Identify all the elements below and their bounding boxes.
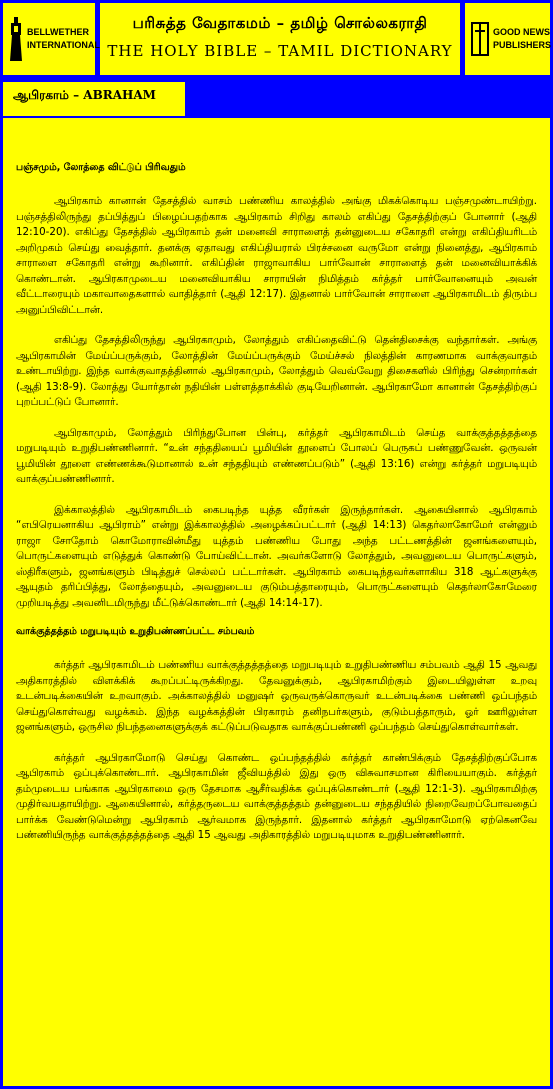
paragraph: ஆபிரகாமும், லோத்தும் பிரிந்துபோன பின்பு, கர்த்தர் ஆபிரகாமிடம் செய்த வாக்குத்தத்தத்தை மறுபடியும் உறுதிபண்ணினார். “உன் சந்ததியைப் பூமியின் தூளைப் போலப் பெருகப் பண்ணுவேன். ஒருவன் பூமியின் தூளை எண்ணக்கூடுமானால் உன் சந்ததியும் எண்ணப்படும்” (ஆதி 13:16) என்று கர்த்தர் மறுபடியும் வாக்குப்பண்ணினார்.	[16, 426, 537, 485]
paragraph: ஆபிரகாம் கானான் தேசத்தில் வாசம் பண்ணிய காலத்தில் அங்கு மிகக்கொடிய பஞ்சமுண்டாயிற்று. பஞ்சத்திலிருந்து தப்பித்துப் பிழைப்பதற்காக ஆபிரகாம் சிறிது காலம் எகிப்து தேசத்திற்குப் போனார் (ஆதி 12:10-20). எகிப்து தேசத்தில் ஆபிரகாம் தன் மனைவி சாராளைத் தன்னுடைய சகோதரி என்று எகிப்தியரிடம் அறிமுகம் செய்து வைத்தார். தனக்கு ஏதாவது எகிப்தியரால் பிரச்சனை வருமோ என்று நினைத்து, ஆபிரகாம் சாராளை சகோதரி என்று கூறினார். எகிப்தின் ராஜாவாகிய பார்வோன் சாராளைத் தன் மனைவியாக்கிக் கொண்டான். ஆபிரகாமுடைய மனைவியாகிய சாராயின் நிமித்தம் கர்த்தர் பார்வோனையும் அவன் வீட்டாரையும் மகாவாதைகளால் வாதித்தார் (ஆதி 12:17). இதனால் பார்வோன் சாராளை ஆபிரகாமிடம் திரும்ப அனுப்பிவிட்டான்.	[16, 195, 537, 316]
section-heading: பஞ்சமும், லோத்தை விட்டுப் பிரிவதும்	[16, 162, 186, 173]
paragraph: இக்காலத்தில் ஆபிரகாமிடம் கைபடிந்த யுத்த வீரர்கள் இருந்தார்கள். ஆகையினால் ஆபிரகாம் “எபிரெயனாகிய ஆபிராம்” என்று இக்காலத்தில் அழைக்கப்பட்டார் (ஆதி 14:13) கெதர்லாகோமேர் என்னும் ராஜா சோதோம் கொமோராவின்மீது யுத்தம் பண்ணிய போது அந்த பட்டணத்தின் ஜனங்களையும், பொருட்களையும் எடுத்துக் கொண்டு போய்விட்டான். அவர்களோடு லோத்தும், அவனுடைய பொருட்களும், ஸ்திரீகளும், ஜனங்களும் பிடித்துச் செல்லப் பட்டார்கள். ஆபிரகாம் கைபடிந்தவர்களாகிய 318 ஆட்களுக்கு ஆயுதம் தரிப்பித்து, லோத்தையும், அவனுடைய குடும்பத்தாரையும், பொருட்களையும் கெதர்லாகோமேரை முறியடித்து அவனிடமிருந்து மீட்டுக்கொண்டார் (ஆதி 14:14-17).	[16, 503, 537, 609]
title-tamil: பரிசுத்த வேதாகமம் – தமிழ் சொல்லகராதி	[132, 14, 428, 32]
paragraph: எகிப்து தேசத்திலிருந்து ஆபிரகாமும், லோத்தும் எகிப்தைவிட்டு தென்திசைக்கு வந்தார்கள். அங்கு ஆபிரகாமின் மேய்ப்பருக்கும், லோத்தின் மேய்ப்பருக்கும் மேய்ச்சல் நிலத்தின் காரணமாக வாக்குவாதம் உண்டாயிற்று. இந்த வாக்குவாதத்தினால் ஆபிரகாமும், லோத்தும் வெவ்வேறு திசைகளில் பிரிந்து சென்றார்கள் (ஆதி 13:8-9). லோத்து யோர்தான் நதியின் பள்ளத்தாக்கில் குடியேறினான். ஆபிரகாமோ கானான் தேசத்திற்குப் புறப்பட்டுப் போனார்.	[16, 334, 537, 408]
article-body	[3, 118, 550, 1086]
book-icon	[471, 21, 489, 57]
goodnews-logo	[465, 3, 550, 75]
bell-tower-icon	[9, 17, 23, 61]
logo-right-line2: PUBLISHERS	[493, 40, 552, 50]
title-english: THE HOLY BIBLE – TAMIL DICTIONARY	[107, 42, 453, 60]
paragraph: கர்த்தர் ஆபிரகாமோடு செய்து கொண்ட ஒப்பந்தத்தில் கர்த்தர் காண்பிக்கும் தேசத்திற்குப்போக ஆபிரகாம் ஒப்புக்கொண்டார். ஆபிரகாமின் ஜீவியத்தில் இது ஒரு விசுவாசமான கிரியையாகும். கர்த்தர் தம்முடைய பங்காக ஆபிரகாமை ஒரு தேசமாக ஆசீர்வதிக்க ஒப்புக்கொண்டார் (ஆதி 12:1-3). ஆபிரகாமிற்கு முதிர்வயதாயிற்று. ஆகையினால், கர்த்தருடைய வாக்குத்தத்தம் தன்னுடைய சந்ததியில் நிறைவேறப்போவதைப் பார்க்க வேண்டுமென்று ஆபிரகாம் ஆர்வமாக இருந்தார். இதனால் கர்த்தர் ஆபிரகாமோடு ஏற்கெனவே பண்ணியிருந்த வாக்குத்தத்தத்தை ஆதி 15 ஆவது அதிகாரத்தில் மறுபடியுமாக உறுதிபண்ணினார்.	[16, 751, 537, 841]
logo-left-line1: BELLWETHER	[27, 27, 89, 37]
goodnews-logo-box	[465, 3, 550, 75]
entry-tag-box	[3, 82, 185, 116]
title-box	[100, 3, 460, 75]
entry-tag: ஆபிரகாம் – ABRAHAM	[13, 88, 156, 102]
logo-right-line1: GOOD NEWS	[493, 27, 551, 37]
section-heading: வாக்குத்தத்தம் மறுபடியும் உறுதிபண்ணப்பட்ட சம்பவம்	[16, 626, 255, 637]
bellwether-logo-box	[3, 3, 100, 75]
bellwether-logo	[3, 3, 100, 75]
logo-left-line2: INTERNATIONAL	[27, 40, 100, 50]
paragraph: கர்த்தர் ஆபிரகாமிடம் பண்ணிய வாக்குத்தத்தத்தை மறுபடியும் உறுதிபண்ணிய சம்பவம் ஆதி 15 ஆவது அதிகாரத்தில் விளக்கிக் கூறப்பட்டிருக்கிறது. தேவனுக்கும், ஆபிரகாமிற்கும் இடையிலுள்ள உறவு உடன்படிக்கையின் உறவாகும். அக்காலத்தில் மனுஷர் ஒருவருக்கொருவர் உடன்படிக்கை பண்ணி ஒப்பந்தம் செய்துகொள்வது வழக்கம். இந்த வழக்கத்தின் பிரகாரம் தனிநபர்களும், குடும்பத்தாரும், ஓர் ஊரிலுள்ள ஜனங்களும், ஒருசில நிபந்தனைகளுக்குக் கட்டுப்படுவதாக வாக்குப்பண்ணி ஒப்பந்தம் செய்துகொள்வார்கள்.	[16, 659, 537, 733]
